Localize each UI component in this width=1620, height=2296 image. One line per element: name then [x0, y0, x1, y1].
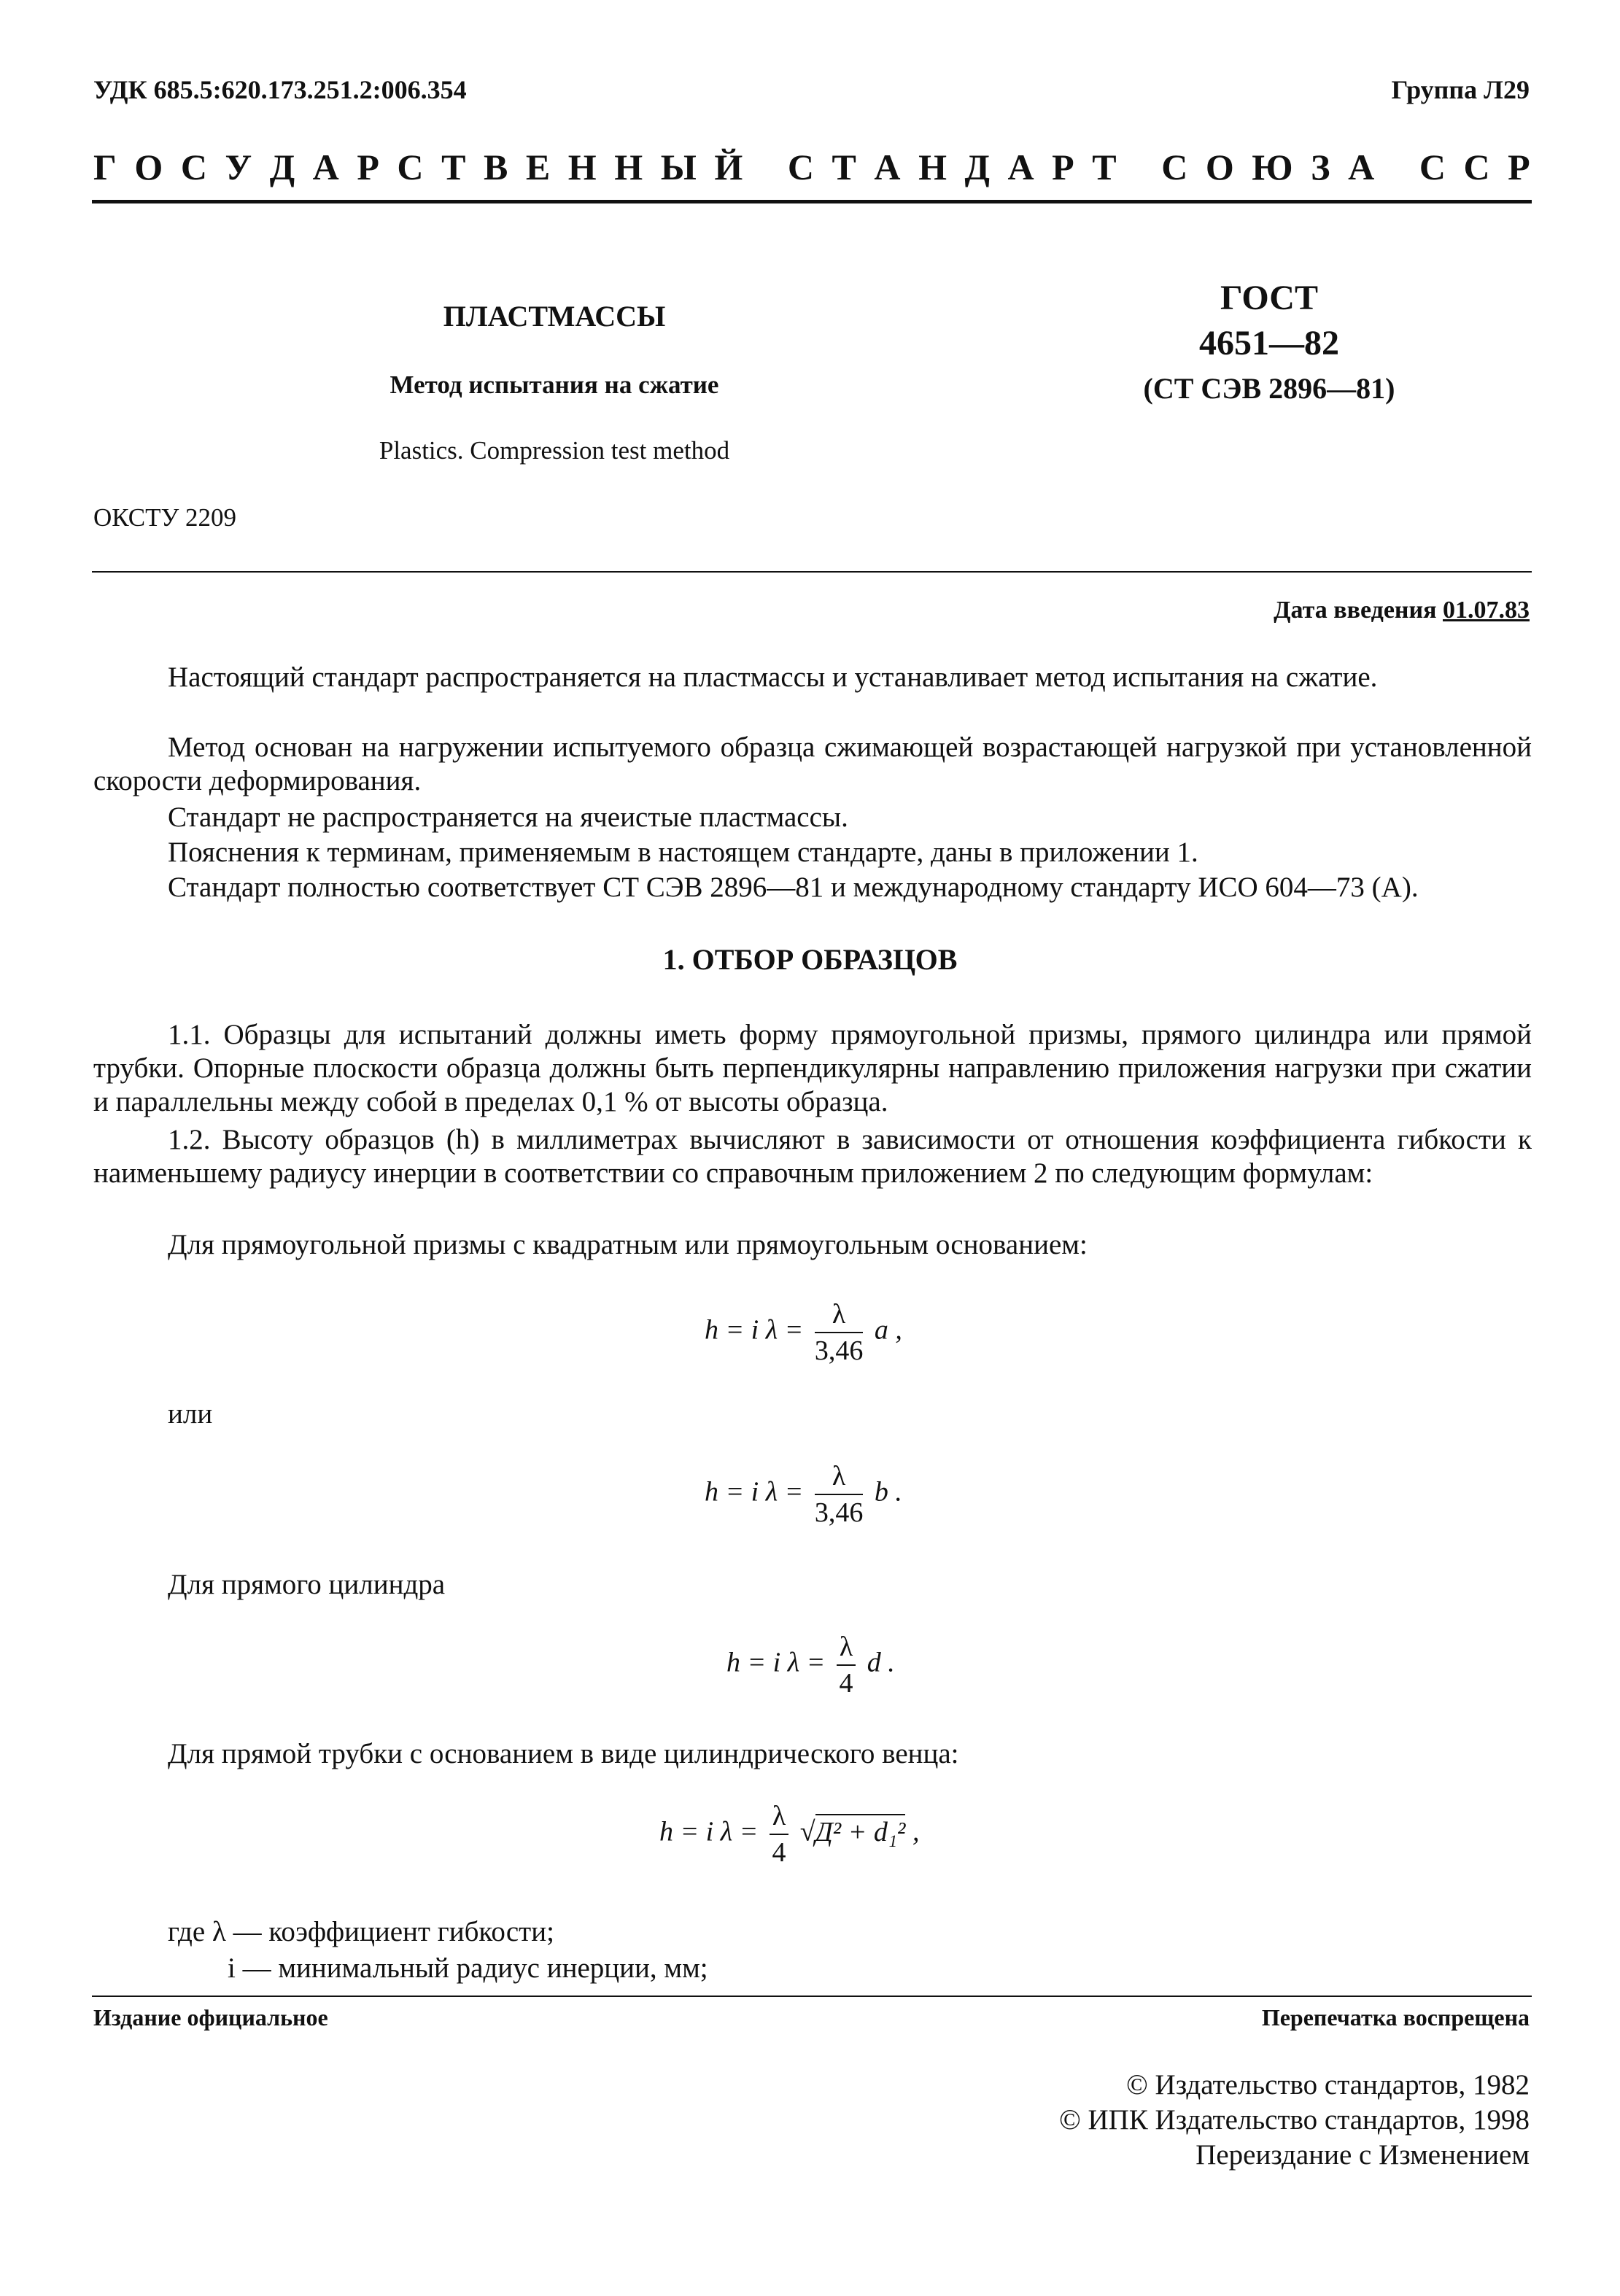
header-rule — [92, 200, 1532, 203]
intro-paragraph-2: Метод основан на нагружении испытуемого образца сжимающей возрастающей нагрузкой при установленной скорости деформирования. — [93, 732, 1532, 796]
effective-date-value: 01.07.83 — [1443, 597, 1530, 624]
heading-letter: С — [1463, 147, 1490, 187]
footer-rule — [92, 1996, 1532, 1997]
prism-text: Для прямоугольной призмы с квадратным или прямоугольным основанием: — [168, 1229, 1088, 1260]
gost-number: 4651—82 — [1199, 324, 1339, 362]
heading-letter: А — [1348, 147, 1375, 187]
heading-letter: Ю — [1252, 147, 1293, 187]
square-root-sign: √ — [799, 1816, 815, 1847]
where-lambda: где λ — коэффициент гибкости; — [168, 1916, 554, 1947]
clause-1-2: 1.2. Высоту образцов (h) в миллиметрах вычисляют в зависимости от отношения коэффициента гибкости к наименьшему радиусу инерции в соответствии со справочным приложением 2 по следующим формулам: — [93, 1124, 1532, 1189]
heading-letter: С — [1419, 147, 1446, 187]
reedition-note: Переиздание с Изменением — [1195, 2139, 1530, 2171]
title-rule — [92, 571, 1532, 573]
heading-letter: О — [1205, 147, 1234, 187]
gost-label: ГОСТ — [1220, 279, 1318, 317]
formula-prism-a: h = i λ = $\frac{\lambda}{3,46}$ a , — [705, 1299, 902, 1366]
copyright-1982: © Издательство стандартов, 1982 — [1126, 2069, 1530, 2101]
heading-gap — [1134, 146, 1144, 188]
heading-letter: Р — [1508, 147, 1530, 187]
official-edition: Издание официальное — [93, 2004, 328, 2031]
heading-letter: Н — [918, 147, 947, 187]
heading-letter: Ы — [660, 147, 697, 187]
english-title: Plastics. Compression test method — [379, 436, 730, 465]
copyright-1998: © ИПК Издательство стандартов, 1998 — [1059, 2104, 1530, 2136]
heading-letter: Д — [269, 147, 295, 187]
section-heading: 1. ОТБОР ОБРАЗЦОВ — [662, 943, 958, 976]
heading-letter: А — [312, 147, 339, 187]
formula-prism-b: h = i λ = $\frac{\lambda}{3,46}$ b . — [705, 1461, 902, 1528]
heading-gap — [1392, 146, 1402, 188]
heading-letter: Т — [1092, 147, 1117, 187]
heading-letter: Д — [964, 147, 990, 187]
intro-paragraph-1: Настоящий стандарт распространяется на пластмассы и устанавливает метод испытания на сжатие. — [168, 662, 1378, 693]
group-code: Группа Л29 — [1391, 75, 1530, 104]
tube-text: Для прямой трубки с основанием в виде цилиндрического венца: — [168, 1738, 959, 1769]
intro-paragraph-3: Стандарт не распространяется на ячеистые пластмассы. — [168, 802, 848, 833]
heading-letter: С — [787, 147, 814, 187]
clause-1-1: 1.1. Образцы для испытаний должны иметь форму прямоугольной призмы, прямого цилиндра или прямой трубки. Опорные плоскости образца должны быть перпендикулярны направлению приложения нагрузки при сжатии и параллельны между собой в пределах 0,1 % от высоты образца. — [93, 1019, 1532, 1117]
heading-letter: А — [874, 147, 901, 187]
heading-letter: Т — [441, 147, 466, 187]
formula-tube: h = i λ = $\frac{\lambda}{4}$ √Д² + d₁² , — [659, 1801, 920, 1868]
cmea-reference: (СТ СЭВ 2896—81) — [1143, 372, 1395, 405]
document-subtitle: Метод испытания на сжатие — [390, 371, 719, 399]
or-text: или — [168, 1398, 213, 1430]
effective-date — [1274, 597, 1530, 624]
cylinder-text: Для прямого цилиндра — [168, 1569, 446, 1600]
heading-letter: Н — [614, 147, 643, 187]
heading-letter: Е — [525, 147, 551, 187]
heading-letter: С — [180, 147, 207, 187]
heading-letter: Й — [714, 147, 743, 187]
heading-letter: А — [1007, 147, 1034, 187]
state-standard-heading — [93, 146, 1530, 188]
heading-letter: З — [1311, 147, 1330, 187]
heading-letter: Н — [567, 147, 597, 187]
where-i: i — минимальный радиус инерции, мм; — [228, 1952, 708, 1984]
heading-letter: В — [483, 147, 508, 187]
document-title: ПЛАСТМАССЫ — [443, 300, 666, 333]
heading-letter: Р — [1052, 147, 1074, 187]
okstu-code: ОКСТУ 2209 — [93, 503, 237, 532]
heading-letter: Г — [93, 147, 117, 187]
effective-date-label: Дата введения — [1274, 597, 1437, 624]
heading-letter: У — [225, 147, 252, 187]
reprint-prohibited: Перепечатка воспрещена — [1261, 2004, 1530, 2031]
heading-letter: Т — [832, 147, 856, 187]
heading-gap — [761, 146, 770, 188]
intro-paragraph-4: Пояснения к терминам, применяемым в настоящем стандарте, даны в приложении 1. — [168, 837, 1198, 868]
heading-letter: С — [1161, 147, 1188, 187]
heading-letter: С — [397, 147, 424, 187]
formula-cylinder: h = i λ = $\frac{\lambda}{4}$ d . — [726, 1632, 895, 1699]
heading-letter: О — [134, 147, 163, 187]
udk-code: УДК 685.5:620.173.251.2:006.354 — [93, 75, 467, 104]
intro-paragraph-5: Стандарт полностью соответствует СТ СЭВ 2896—81 и международному стандарту ИСО 604—73 (А). — [168, 872, 1419, 903]
gost-designation — [1123, 276, 1415, 411]
heading-letter: Р — [357, 147, 379, 187]
